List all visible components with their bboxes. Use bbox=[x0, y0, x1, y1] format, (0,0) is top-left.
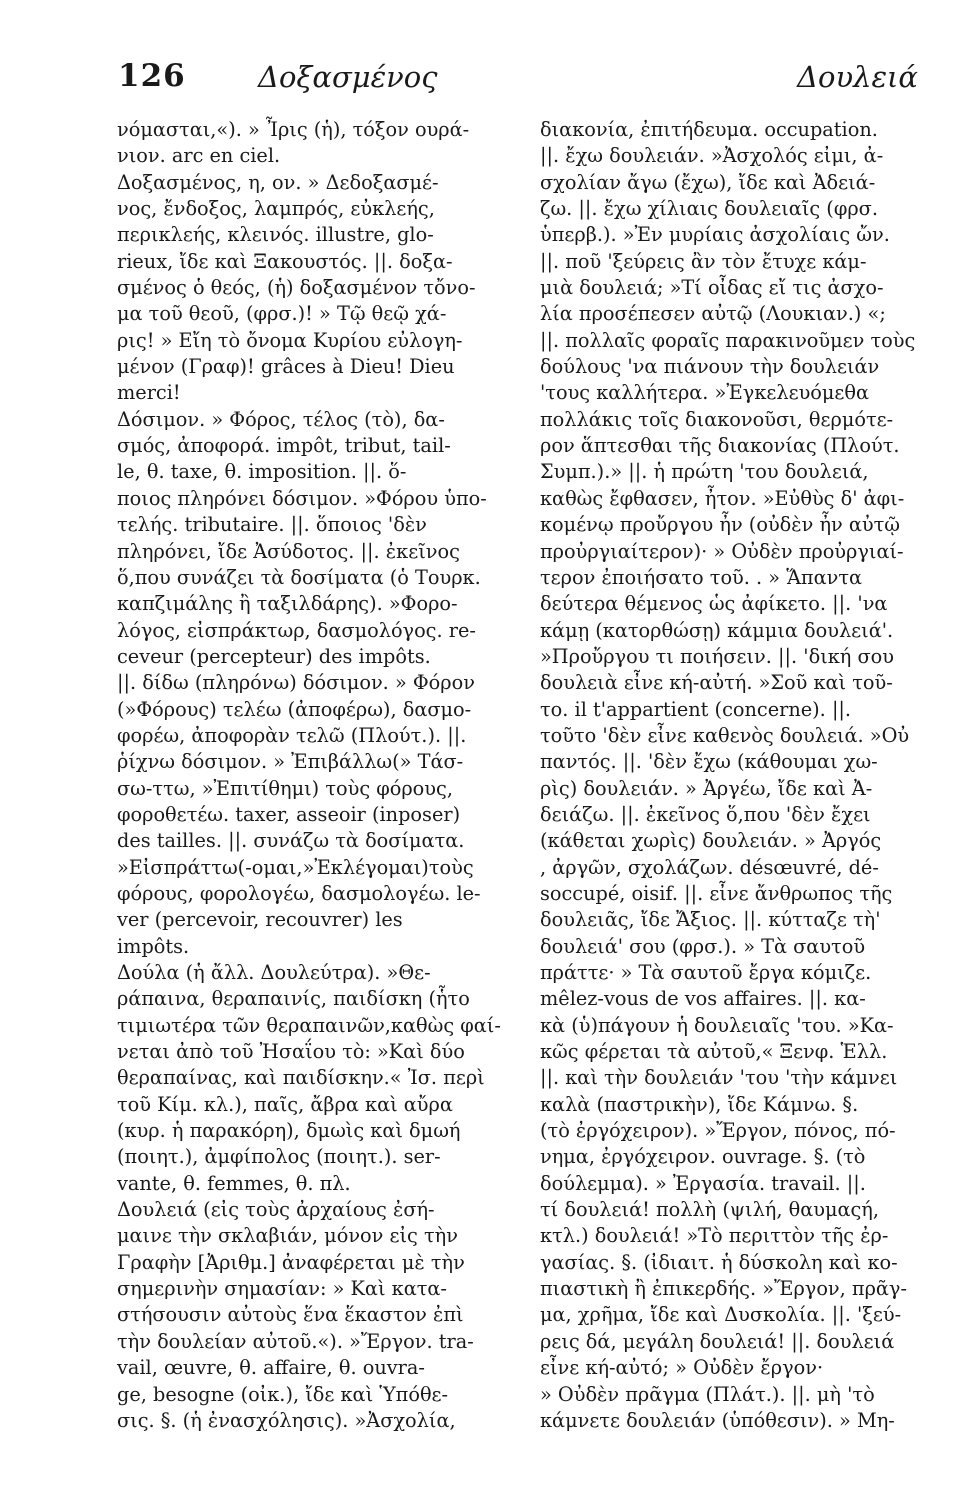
text-line: κὰ (ὑ)πάγουν ἡ δουλειαῖς 'του. »Κα- bbox=[540, 1013, 894, 1037]
text-line: rieux, ἴδε καὶ Ξακουστός. ||. δοξα- bbox=[117, 249, 453, 273]
text-line: vante, θ. femmes, θ. πλ. bbox=[117, 1171, 351, 1195]
left-column bbox=[117, 117, 507, 1434]
text-line: πράττε· » Τὰ σαυτοῦ ἔργα κόμιζε. bbox=[540, 961, 872, 984]
text-line: Δούλα (ἡ ἄλλ. Δουλεύτρα). »Θε- bbox=[117, 961, 431, 984]
text-line: ||. καὶ τὴν δουλειάν 'του 'τὴν κάμνει bbox=[540, 1066, 898, 1090]
text-line: »Προὔργου τι ποιήσειν. ||. 'δική σου bbox=[540, 644, 894, 668]
text-line: φορέω, ἀποφορὰν τελῶ (Πλούτ.). ||. bbox=[117, 723, 467, 747]
text-line: » Οὐδὲν πρᾶγμα (Πλάτ.). ||. μὴ 'τὸ bbox=[540, 1382, 875, 1406]
text-line: λία προσέπεσεν αὐτῷ (Λουκιαν.) «; bbox=[540, 302, 886, 326]
text-line: μαινε τὴν σκλαβιάν, μόνον εἰς τὴν bbox=[117, 1224, 458, 1248]
text-line: 'τους καλλήτερα. »Ἐγκελευόμεθα bbox=[540, 381, 870, 405]
text-line: σμός, ἀποφορά. impôt, tribut, tail- bbox=[117, 434, 451, 458]
text-line: νιον. arc en ciel. bbox=[117, 144, 281, 168]
text-line: ῥίχνω δόσιμον. » Ἐπιβάλλω(» Τάσ- bbox=[117, 750, 464, 774]
text-line: δουλειᾶς, ἴδε Ἄξιος. ||. κύτταζε τὴ' bbox=[540, 908, 881, 932]
text-line: ||. ποῦ 'ξεύρεις ἂν τὸν ἔτυχε κάμ- bbox=[540, 249, 867, 273]
text-line: (»Φόρους) τελέω (ἀποφέρω), δασμο- bbox=[117, 697, 472, 721]
text-line: le, θ. taxe, θ. imposition. ||. ὅ- bbox=[117, 460, 407, 484]
left-guide-word: Δοξασμένος bbox=[258, 60, 438, 94]
text-line: λόγος, εἰσπράκτωρ, δασμολόγος. re- bbox=[117, 618, 476, 642]
text-line: νόμασται,«). » Ἶρις (ἡ), τόξον ουρά- bbox=[117, 118, 470, 141]
text-line: σμένος ὁ θεός, (ἡ) δοξασμένον τὄνο- bbox=[117, 276, 476, 300]
text-line: σω-ττω, »Ἐπιτίθημι) τοὺς φόρους, bbox=[117, 776, 453, 800]
text-line: Δοξασμένος, η, ον. » Δεδοξασμέ- bbox=[117, 170, 439, 194]
text-line: νεται ἀπὸ τοῦ Ἠσαΐου τὸ: »Καὶ δύο bbox=[117, 1040, 465, 1064]
text-line: πιαστικὴ ἢ ἐπικερδής. »Ἔργον, πρᾶγ- bbox=[540, 1277, 907, 1301]
text-line: κάμῃ (κατορθώσῃ) κάμμια δουλειά'. bbox=[540, 618, 894, 642]
text-line: (κάθεται χωρὶς) δουλειάν. » Ἀργός bbox=[540, 829, 882, 853]
text-line: Συμπ.).» ||. ἡ πρώτη 'του δουλειά, bbox=[540, 460, 869, 484]
right-column bbox=[540, 117, 924, 1434]
text-line: πολλάκις τοῖς διακονοῦσι, θερμότε- bbox=[540, 407, 894, 431]
text-line: περικλεής, κλεινός. illustre, glo- bbox=[117, 223, 434, 247]
text-line: τὴν δουλείαν αὐτοῦ.«). »Ἔργον. tra- bbox=[117, 1329, 474, 1353]
text-line: φοροθετέω. taxer, asseoir (inposer) bbox=[117, 802, 461, 826]
text-line: κτλ.) δουλειά! »Τὸ περιττὸν τῆς ἐρ- bbox=[540, 1224, 889, 1248]
text-line: δεύτερα θέμενος ὡς ἀφίκετο. ||. 'να bbox=[540, 592, 888, 616]
text-line: Δόσιμον. » Φόρος, τέλος (τὸ), δα- bbox=[117, 407, 445, 431]
text-line: (κυρ. ἡ παρακόρη), δμωὶς καὶ δμωή bbox=[117, 1119, 461, 1143]
text-line: σχολίαν ἄγω (ἔχω), ἴδε καὶ Ἀδειά- bbox=[540, 170, 876, 194]
text-line: τιμιωτέρα τῶν θεραπαινῶν,καθὼς φαί- bbox=[117, 1013, 501, 1037]
text-line: Δουλειά (εἰς τοὺς ἀρχαίους ἐσή- bbox=[117, 1198, 435, 1222]
text-line: τοῦτο 'δὲν εἶνε καθενὸς δουλειά. »Οὐ bbox=[540, 723, 910, 747]
text-line: mêlez-vous de vos affaires. ||. κα- bbox=[540, 987, 866, 1011]
text-line: ρις! » Εἴη τὸ ὄνομα Κυρίου εὐλογη- bbox=[117, 328, 463, 352]
text-line: , ἀργῶν, σχολάζων. désœuvré, dé- bbox=[540, 855, 879, 879]
text-line: τερον ἐποιήσατο τοῦ. . » Ἅπαντα bbox=[540, 565, 863, 589]
text-line: ζω. ||. ἔχω χίλιαις δουλειαῖς (φρσ. bbox=[540, 197, 878, 221]
text-line: κομένῳ προὔργου ἦν (οὐδὲν ἦν αὐτῷ bbox=[540, 513, 900, 537]
text-line: ||. πολλαῖς φοραῖς παρακινοῦμεν τοὺς bbox=[540, 328, 916, 352]
text-line: καθὼς ἔφθασεν, ἦτον. »Εὐθὺς δ' ἀφι- bbox=[540, 486, 905, 510]
page-number: 126 bbox=[118, 58, 186, 94]
text-line: (ποιητ.), ἀμφίπολος (ποιητ.). ser- bbox=[117, 1145, 441, 1169]
text-line: μα τοῦ θεοῦ, (φρσ.)! » Τῷ θεῷ χά- bbox=[117, 302, 447, 326]
text-line: σημερινὴν σημασίαν: » Καὶ κατα- bbox=[117, 1277, 447, 1301]
text-line: τί δουλειά! πολλὴ (ψιλή, θαυμαςή, bbox=[540, 1198, 879, 1222]
text-line: μένον (Γραφ)! grâces à Dieu! Dieu bbox=[117, 355, 455, 379]
text-line: γασίας. §. (ἰδιαιτ. ἡ δύσκολη καὶ κο- bbox=[540, 1250, 898, 1274]
text-line: διακονία, ἐπιτήδευμα. occupation. bbox=[540, 118, 878, 141]
text-line: δουλειά' σου (φρσ.). » Τὰ σαυτοῦ bbox=[540, 934, 866, 958]
right-guide-word: Δουλειά bbox=[797, 60, 918, 94]
text-line: ceveur (percepteur) des impôts. bbox=[117, 644, 431, 668]
text-line: δούλους 'να πιάνουν τὴν δουλειάν bbox=[540, 355, 880, 379]
text-line: (τὸ ἐργόχειρον). »Ἔργον, πόνος, πό- bbox=[540, 1119, 896, 1143]
text-line: ὑπερβ.). »Ἐν μυρίαις ἀσχολίαις ὤν. bbox=[540, 223, 890, 247]
text-line: ὅ,που συνάζει τὰ δοσίματα (ὁ Τουρκ. bbox=[117, 565, 481, 589]
text-line: Γραφὴν [Ἀριθμ.] ἀναφέρεται μὲ τὴν bbox=[117, 1250, 465, 1274]
text-line: προὐργιαίτερον)· » Οὐδὲν προὐργιαί- bbox=[540, 539, 904, 563]
text-line: εἶνε κή-αὐτό; » Οὐδὲν ἔργον· bbox=[540, 1356, 824, 1380]
text-line: μα, χρῆμα, ἴδε καὶ Δυσκολία. ||. 'ξεύ- bbox=[540, 1303, 902, 1327]
text-line: »Εἰσπράττω(-ομαι,»Ἐκλέγομαι)τοὺς bbox=[117, 855, 474, 879]
text-line: ρὶς) δουλειάν. » Ἀργέω, ἴδε καὶ Ἀ- bbox=[540, 776, 873, 800]
text-line: παντός. ||. 'δὲν ἔχω (κάθουμαι χω- bbox=[540, 750, 878, 774]
text-line: το. il t'appartient (concerne). ||. bbox=[540, 697, 852, 721]
text-line: ρον ἅπτεσθαι τῆς διακονίας (Πλούτ. bbox=[540, 434, 900, 458]
text-line: ποιος πληρόνει δόσιμον. »Φόρου ὑπο- bbox=[117, 486, 487, 510]
text-line: πληρόνει, ἴδε Ἀσύδοτος. ||. ἐκεῖνος bbox=[117, 539, 460, 563]
text-line: καπζιμάλης ἢ ταξιλδάρης). »Φορο- bbox=[117, 592, 458, 616]
text-line: ράπαινα, θεραπαινίς, παιδίσκη (ἧτο bbox=[117, 987, 470, 1011]
text-line: νημα, ἐργόχειρον. ouvrage. §. (τὸ bbox=[540, 1145, 866, 1169]
text-line: δουλειὰ εἶνε κή-αὐτή. »Σοῦ καὶ τοῦ- bbox=[540, 671, 893, 695]
text-line: ||. δίδω (πληρόνω) δόσιμον. » Φόρον bbox=[117, 671, 475, 695]
text-line: φόρους, φορολογέω, δασμολογέω. le- bbox=[117, 881, 481, 905]
text-line: impôts. bbox=[117, 934, 190, 958]
text-line: μιὰ δουλειά; »Τί οἶδας εἴ τις ἀσχο- bbox=[540, 276, 884, 300]
text-line: κάμνετε δουλειάν (ὑπόθεσιν). » Μη- bbox=[540, 1408, 895, 1432]
text-line: νος, ἔνδοξος, λαμπρός, εὐκλεής, bbox=[117, 197, 435, 221]
text-line: σις. §. (ἡ ἐνασχόλησις). »Ἀσχολία, bbox=[117, 1408, 456, 1432]
text-line: δούλεμμα). » Ἐργασία. travail. ||. bbox=[540, 1171, 866, 1195]
text-line: ver (percevoir, recouvrer) les bbox=[117, 908, 403, 932]
text-line: soccupé, oisif. ||. εἶνε ἄνθρωπος τῆς bbox=[540, 881, 893, 905]
text-line: θεραπαίνας, καὶ παιδίσκην.« Ἰσ. περὶ bbox=[117, 1066, 485, 1090]
text-line: ||. ἔχω δουλειάν. »Ἀσχολός εἰμι, ἀ- bbox=[540, 144, 884, 168]
running-head bbox=[118, 58, 918, 108]
text-line: vail, œuvre, θ. affaire, θ. ouvra- bbox=[117, 1356, 425, 1380]
text-line: στήσουσιν αὐτοὺς ἕνα ἕκαστον ἐπὶ bbox=[117, 1303, 464, 1327]
text-line: τελής. tributaire. ||. ὅποιος 'δὲν bbox=[117, 513, 427, 537]
text-line: ge, besogne (οἰκ.), ἴδε καὶ Ὑπόθε- bbox=[117, 1382, 449, 1406]
text-line: δειάζω. ||. ἐκεῖνος ὅ,που 'δὲν ἔχει bbox=[540, 802, 871, 826]
text-line: ρεις δά, μεγάλη δουλειά! ||. δουλειά bbox=[540, 1329, 895, 1353]
text-line: καλὰ (παστρικὴν), ἴδε Κάμνω. §. bbox=[540, 1092, 859, 1116]
text-line: κῶς φέρεται τὰ αὐτοῦ,« Ξενφ. Ἑλλ. bbox=[540, 1040, 888, 1064]
text-line: des tailles. ||. συνάζω τὰ δοσίματα. bbox=[117, 829, 465, 853]
text-line: merci! bbox=[117, 381, 181, 405]
text-line: τοῦ Κίμ. κλ.), παῖς, ἄβρα καὶ αὔρα bbox=[117, 1092, 453, 1116]
